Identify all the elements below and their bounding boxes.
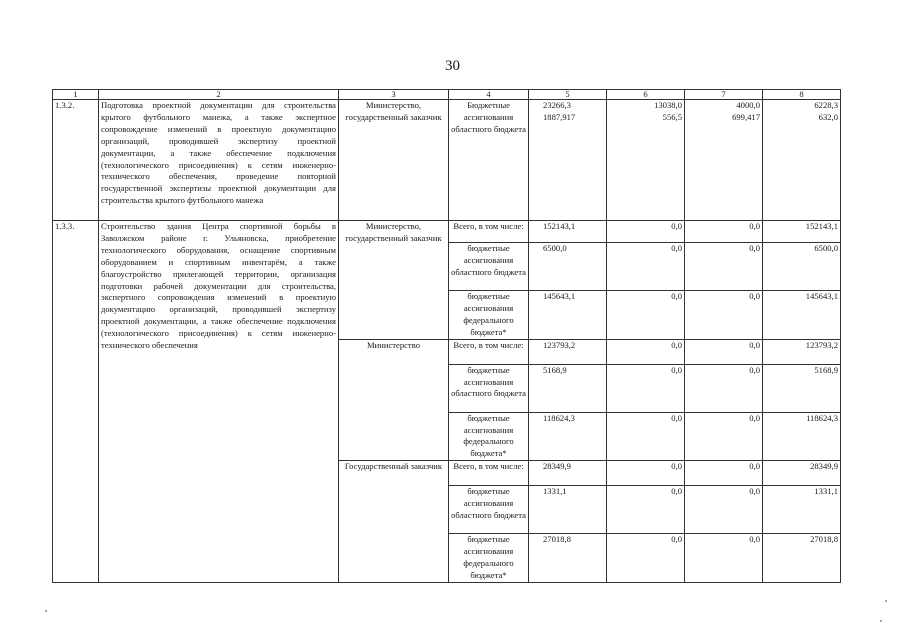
funding-source: бюджетные ассигнования областного бюджета	[449, 364, 529, 412]
value-cell: 5168,9	[529, 364, 607, 412]
value-cell: 1331,1	[763, 486, 841, 534]
value-cell: 145643,1	[763, 291, 841, 340]
measure-description: Подготовка проектной документации для строительства крытого футбольного манежа, а также экспертное сопровождение изменений в проектную документацию организаций, проводившей экспертизу проектной документации, а также обеспечение подключения (технологического присоединения) к сетям инженерно-технического обеспечения, проведение повторной государственной экспертизы проектной документации для строительства крытого футбольного манежа	[99, 100, 339, 221]
header-cell: 5	[529, 90, 607, 100]
responsible-executor: Государственный заказчик	[339, 461, 449, 583]
scan-speck	[885, 600, 887, 602]
value-cell: 145643,1	[529, 291, 607, 340]
table-row	[53, 100, 841, 221]
value-cell: 0,0	[607, 364, 685, 412]
funding-source: бюджетные ассигнования федерального бюджета*	[449, 412, 529, 461]
value-cell: 0,0	[607, 339, 685, 364]
value-cell: 0,0	[607, 291, 685, 340]
value-cell	[607, 100, 685, 221]
value-cell: 0,0	[607, 412, 685, 461]
value-cell: 6500,0	[763, 243, 841, 291]
value-line: 6228,3	[814, 100, 838, 110]
value-cell: 0,0	[685, 243, 763, 291]
row-number: 1.3.3.	[53, 221, 99, 583]
header-cell: 6	[607, 90, 685, 100]
scan-speck	[880, 620, 882, 622]
value-cell: 28349,9	[763, 461, 841, 486]
value-cell: 0,0	[685, 364, 763, 412]
funding-source: бюджетные ассигнования федерального бюджета*	[449, 534, 529, 583]
measure-description: Строительство здания Центра спортивной борьбы в Заволжском районе г. Ульяновска, приобретение технологического оборудования, оснащение спортивным оборудованием и спортивным инвентарём, а также благоустройство прилегающей территории, организация подготовки рабочей документации для строительства, экспертного сопровождения изменений в проектную документацию организаций, проводившей экспертизу проектной документации, а также обеспечение подключения (технологического присоединения) к сетям инженерно-технического обеспечения	[99, 221, 339, 583]
value-cell: 152143,1	[529, 221, 607, 243]
value-cell: 0,0	[685, 339, 763, 364]
value-cell: 28349,9	[529, 461, 607, 486]
value-cell: 0,0	[685, 291, 763, 340]
value-cell: 0,0	[685, 412, 763, 461]
value-line: 1887,917	[543, 111, 576, 122]
value-cell: 118624,3	[529, 412, 607, 461]
value-cell: 0,0	[607, 461, 685, 486]
funding-source: Всего, в том числе:	[449, 461, 529, 486]
value-line: 632,0	[818, 111, 838, 122]
header-cell: 8	[763, 90, 841, 100]
header-cell: 1	[53, 90, 99, 100]
value-line: 23266,3	[543, 100, 571, 110]
value-cell: 118624,3	[763, 412, 841, 461]
header-cell: 3	[339, 90, 449, 100]
funding-source: бюджетные ассигнования областного бюджета	[449, 486, 529, 534]
value-cell	[763, 100, 841, 221]
funding-source: Всего, в том числе:	[449, 339, 529, 364]
value-cell: 0,0	[607, 221, 685, 243]
row-number: 1.3.2.	[53, 100, 99, 221]
table-row	[53, 221, 841, 243]
value-cell: 123793,2	[529, 339, 607, 364]
value-cell: 0,0	[685, 221, 763, 243]
funding-source: Всего, в том числе:	[449, 221, 529, 243]
header-row	[53, 90, 841, 100]
responsible-executor: Министерство, государственный заказчик	[339, 221, 449, 340]
value-cell: 0,0	[685, 486, 763, 534]
responsible-executor: Министерство, государственный заказчик	[339, 100, 449, 221]
value-cell: 5168,9	[763, 364, 841, 412]
value-cell: 0,0	[607, 486, 685, 534]
value-cell: 0,0	[685, 534, 763, 583]
header-cell: 2	[99, 90, 339, 100]
value-cell: 123793,2	[763, 339, 841, 364]
value-line: 556,5	[662, 111, 682, 122]
value-cell: 0,0	[607, 534, 685, 583]
value-cell: 27018,8	[763, 534, 841, 583]
header-cell: 4	[449, 90, 529, 100]
page-number: 30	[445, 58, 460, 74]
value-cell	[529, 100, 607, 221]
header-cell: 7	[685, 90, 763, 100]
scan-speck	[45, 610, 47, 612]
value-cell: 27018,8	[529, 534, 607, 583]
responsible-executor: Министерство	[339, 339, 449, 461]
funding-source: бюджетные ассигнования областного бюджета	[449, 243, 529, 291]
value-cell: 6500,0	[529, 243, 607, 291]
value-line: 4000,0	[736, 100, 760, 110]
value-cell: 1331,1	[529, 486, 607, 534]
funding-source: Бюджетные ассигнования областного бюджета	[449, 100, 529, 221]
value-cell: 0,0	[685, 461, 763, 486]
value-line: 699,417	[732, 111, 760, 122]
value-line: 13038,0	[654, 100, 682, 110]
funding-source: бюджетные ассигнования федерального бюджета*	[449, 291, 529, 340]
value-cell: 152143,1	[763, 221, 841, 243]
budget-table	[52, 89, 841, 583]
value-cell: 0,0	[607, 243, 685, 291]
value-cell	[685, 100, 763, 221]
